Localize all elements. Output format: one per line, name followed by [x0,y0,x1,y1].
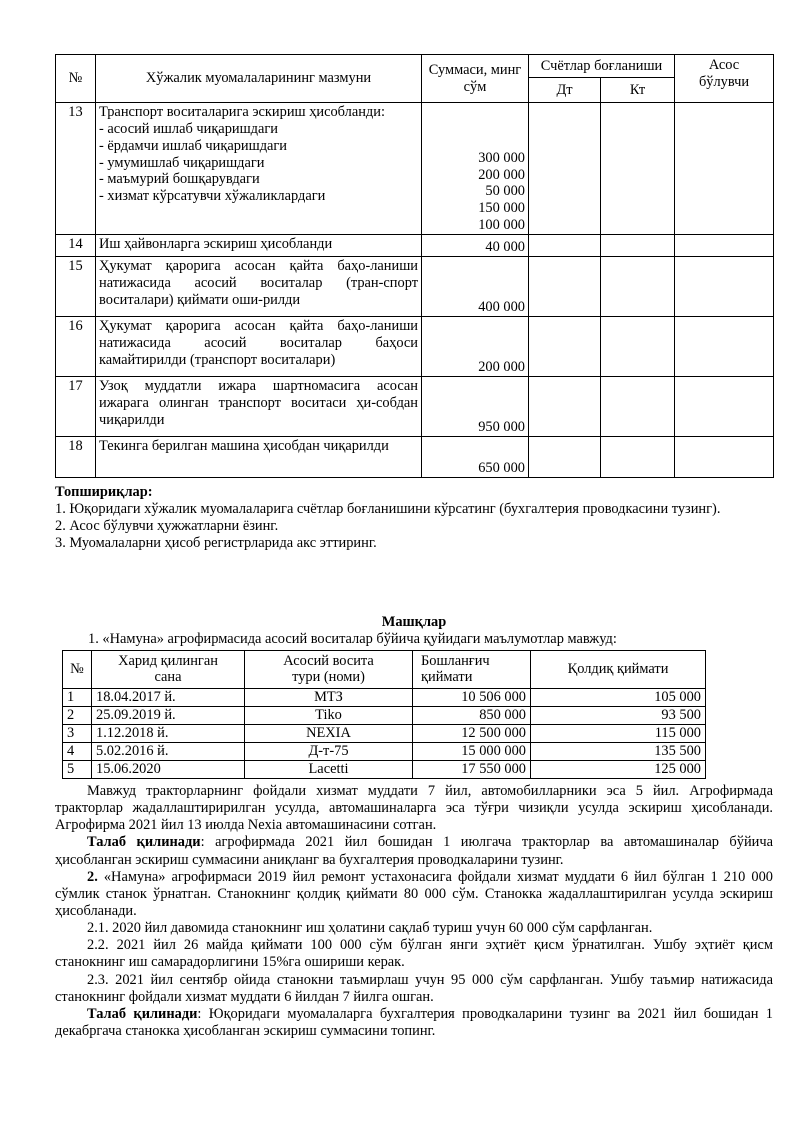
row-doc [675,377,774,437]
task-item: 3. Муомалаларни ҳисоб регистрларида акс эттиринг. [55,534,377,551]
table-row [56,103,774,235]
header-doc-line1: Асос [708,57,740,73]
cell-asset-name: NEXIA [245,725,413,743]
row13-item: - хизмат кўрсатувчи хўжаликлардаги [99,188,326,205]
cell-date: 25.09.2019 й. [92,707,245,725]
table-row [63,725,706,743]
row-number: 18 [56,437,96,478]
header-purchase-date [92,651,245,689]
row13-amount: 200 000 [478,166,525,183]
cell-no: 5 [63,761,92,779]
table-row [63,743,706,761]
row-content: Узоқ муддатли ижара шартномасига асосан ижарага олинган транспорт воситаси ҳи-собдан чиқарилди [96,377,422,437]
cell-date: 5.02.2016 й. [92,743,245,761]
exercises-title: Машқлар [381,614,447,630]
row-doc [675,257,774,317]
row-doc [675,437,774,478]
row13-item: - умумишлаб чиқаришдаги [99,154,265,171]
row-kt [601,235,675,257]
requirement-label: Талаб қилинади [87,834,201,851]
paragraph [55,869,773,920]
cell-date: 18.04.2017 й. [92,689,245,707]
paragraph [55,834,773,868]
table-row [56,377,774,437]
header-dt: Дт [529,78,601,103]
header-accounts: Счётлар боғланиши [529,55,675,78]
header-sum-line2: сўм [463,78,487,95]
header-kt: Кт [601,78,675,103]
cell-initial: 17 550 000 [413,761,531,779]
cell-no: 3 [63,725,92,743]
row13-amount: 50 000 [485,183,525,200]
cell-residual: 125 000 [531,761,706,779]
cell-asset-name: Д-т-75 [245,743,413,761]
header-content: Хўжалик муомалаларининг мазмуни [96,55,422,103]
fixed-assets-table [62,650,706,779]
table-row [56,317,774,377]
row-amount: 400 000 [422,257,529,317]
table-row [63,707,706,725]
cell-initial: 15 000 000 [413,743,531,761]
row-amount: 950 000 [422,377,529,437]
row13-title: Транспорт воситаларига эскириш ҳисобланди: [99,104,385,120]
paragraph: 2.1. 2020 йил давомида станокнинг иш ҳолатини сақлаб туриш учун 60 000 сўм сарфланган. [87,920,653,937]
row-kt [601,257,675,317]
header-no: № [63,651,92,689]
exercise-number: 2. [87,868,98,885]
header-purchase-date-l1: Харид қилинган [118,652,218,669]
row-number: 16 [56,317,96,377]
task-item: 1. Юқоридаги хўжалик муомалаларига счётлар боғланишини кўрсатинг (бухгалтерия проводкасини тузинг). [55,500,721,517]
task-item: 2. Асос бўлувчи ҳужжатларни ёзинг. [55,517,279,534]
header-initial-value-l2: қиймати [421,668,473,685]
header-doc-line2: бўлувчи [698,73,750,90]
table-row [56,257,774,317]
tasks-title: Топшириқлар: [55,484,153,500]
transactions-table [55,54,774,478]
header-initial-value-l1: Бошланғич [421,652,490,669]
row13-amount: 150 000 [478,200,525,217]
header-purchase-date-l2: сана [154,668,182,685]
cell-date: 15.06.2020 [92,761,245,779]
cell-date: 1.12.2018 й. [92,725,245,743]
exercise-text [55,783,773,1040]
row-number: 14 [56,235,96,257]
header-asset-type-l2: тури (номи) [292,668,365,685]
row-amount: 650 000 [422,437,529,478]
row-number: 15 [56,257,96,317]
cell-asset-name: Tiko [245,707,413,725]
row-kt [601,377,675,437]
cell-no: 2 [63,707,92,725]
cell-asset-name: Lacetti [245,761,413,779]
cell-residual: 115 000 [531,725,706,743]
header-initial-value [413,651,531,689]
row-dt [529,235,601,257]
cell-asset-name: МТЗ [245,689,413,707]
row13-item: - маъмурий бошқарувдаги [99,171,260,188]
cell-initial: 12 500 000 [413,725,531,743]
cell-no: 4 [63,743,92,761]
row-kt [601,317,675,377]
cell-residual: 105 000 [531,689,706,707]
row-dt [529,377,601,437]
row13-item: - асосий ишлаб чиқаришдаги [99,120,278,137]
row13-amount: 300 000 [478,149,525,166]
table-row [63,761,706,779]
row-content: Ҳукумат қарорига асосан қайта баҳо-ланиши натижасида асосий воситалар (тран-спорт воситалари) қиймати оши-рилди [96,257,422,317]
row-amount [422,103,529,235]
row-content: Текинга берилган машина ҳисобдан чиқарилди [96,437,422,478]
row-content: Ҳукумат қарорига асосан қайта баҳо-ланиши натижасида асосий воситалар баҳоси камайтирилди (транспорт воситалари) [96,317,422,377]
row-dt [529,437,601,478]
requirement-text: : агрофирмада 2021 йил бошидан 1 июлгача тракторлар ва автомашиналар бўйича ҳисобланган эскириш суммасини аниқланг ва бухгалтерия проводкаларини тузинг. [55,834,773,868]
row-kt [601,437,675,478]
row-kt [601,103,675,235]
header-sum-line1: Суммаси, минг [428,61,522,78]
row-amount: 200 000 [422,317,529,377]
row-doc [675,103,774,235]
row-number: 13 [56,103,96,235]
header-asset-type [245,651,413,689]
row-content: Иш ҳайвонларга эскириш ҳисобланди [96,235,422,257]
table-row [56,437,774,478]
tasks-section [55,484,773,552]
cell-no: 1 [63,689,92,707]
table-row [63,689,706,707]
row-content [96,103,422,235]
header-sum [422,55,529,103]
paragraph [55,1006,773,1040]
requirement-text: : Юқоридаги муомалаларга бухгалтерия проводкаларини тузинг ва 2021 йил бошидан 1 декабргача станокка ҳисобланган эскириш суммасини топинг. [55,1005,773,1039]
row-doc [675,235,774,257]
row-dt [529,257,601,317]
header-residual-value: Қолдиқ қиймати [531,651,706,689]
paragraph: Мавжуд тракторларнинг фойдали хизмат муддати 7 йил, автомобилларники эса 5 йил. Агрофирмада тракторлар жадаллаштиририлган усулда, автомашиналарга эса тўғри чизиқли усулда эскириш ҳисобланади. Агрофирма 2021 йил 13 июлда Nexia автомашинасини сотган. [55,783,773,834]
cell-initial: 10 506 000 [413,689,531,707]
row-amount: 40 000 [422,235,529,257]
cell-residual: 93 500 [531,707,706,725]
paragraph: 2.2. 2021 йил 26 майда қиймати 100 000 сўм бўлган янги эҳтиёт қисм ўрнатилган. Ушбу эҳтиёт қисм станокнинг иш самарадорлигини 15%га ошириши керак. [55,937,773,971]
header-doc [675,55,774,103]
exercises-intro: 1. «Намуна» агрофирмасида асосий воситалар бўйича қуйидаги маълумотлар мавжуд: [88,631,617,647]
cell-initial: 850 000 [413,707,531,725]
exercise-text-body: «Намуна» агрофирмаси 2019 йил ремонт устахонасига фойдали хизмат муддати 6 йил бўлган 1 210 000 сўмлик станок ўрнатган. Станокнинг қолдиқ қиймати 80 000 сўм. Станокка жадаллаштирилган усулда эскириш ҳисобланади. [55,868,773,919]
row-doc [675,317,774,377]
cell-residual: 135 500 [531,743,706,761]
table-row [56,235,774,257]
row-dt [529,103,601,235]
row13-item: - ёрдамчи ишлаб чиқаришдаги [99,137,288,154]
requirement-label: Талаб қилинади [87,1005,198,1022]
row-number: 17 [56,377,96,437]
row13-amount: 100 000 [478,217,525,234]
paragraph: 2.3. 2021 йил сентябр ойида станокни таъмирлаш учун 95 000 сўм сарфланган. Ушбу таъмир натижасида станокнинг фойдали хизмат муддати 6 йилдан 7 йилга ошган. [55,971,773,1005]
header-no: № [56,55,96,103]
row-dt [529,317,601,377]
header-asset-type-l1: Асосий восита [283,652,374,669]
